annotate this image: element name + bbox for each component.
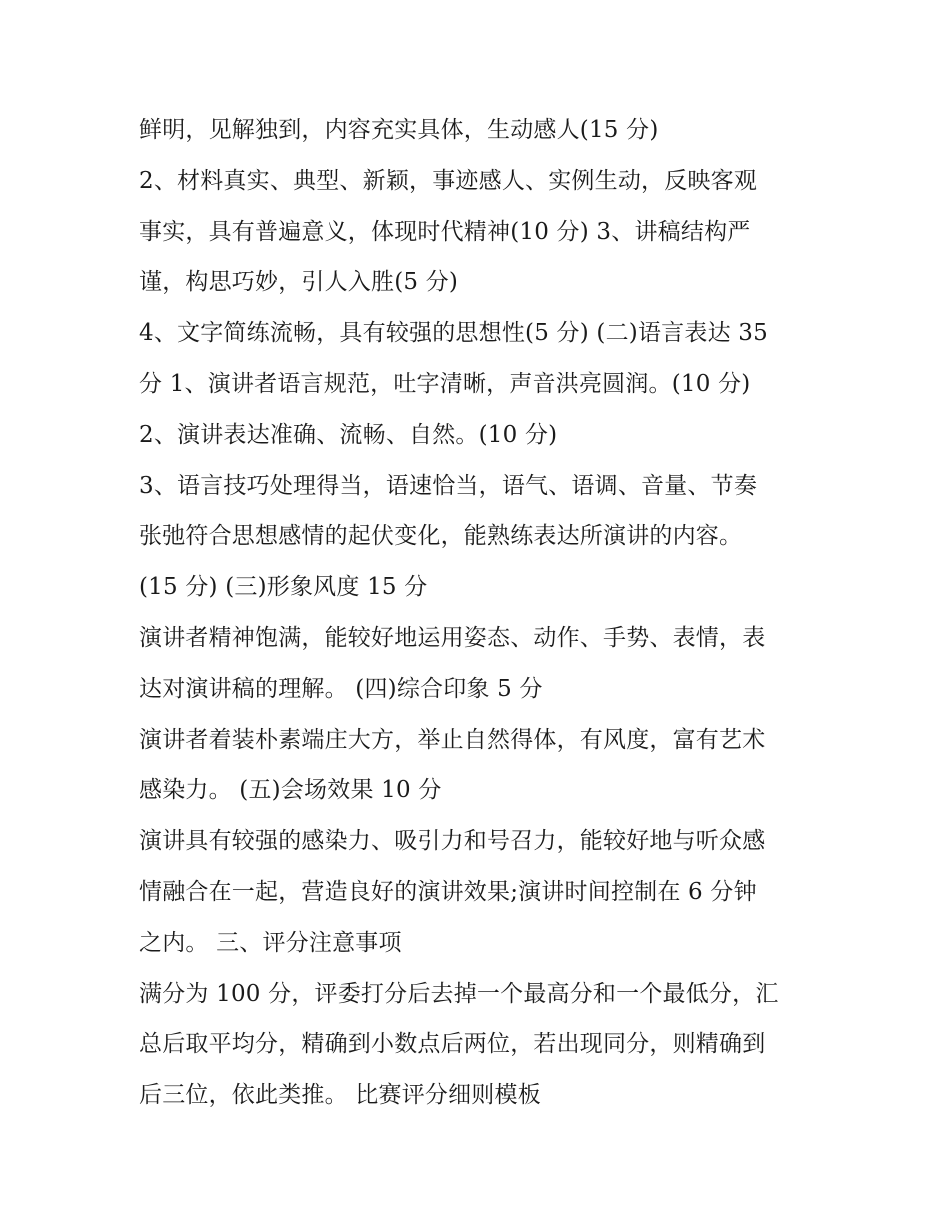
text-line: 之内。 三、评分注意事项 [139, 929, 402, 956]
document-body [139, 105, 829, 1121]
text-line: 达对演讲稿的理解。 (四)综合印象 5 分 [139, 675, 543, 702]
text-line: 鲜明，见解独到，内容充实具体，生动感人(15 分) [139, 117, 659, 143]
text-line: (15 分) (三)形象风度 15 分 [139, 574, 428, 601]
text-line: 谨，构思巧妙，引人入胜(5 分) [139, 269, 459, 296]
text-line: 分 1、演讲者语言规范，吐字清晰，声音洪亮圆润。(10 分) [139, 370, 751, 397]
text-line: 感染力。 (五)会场效果 10 分 [139, 777, 442, 804]
text-line: 演讲具有较强的感染力、吸引力和号召力，能较好地与听众感 [139, 828, 766, 855]
text-line: 2、演讲表达准确、流畅、自然。(10 分) [139, 421, 558, 448]
text-line: 3、语言技巧处理得当，语速恰当，语气、语调、音量、节奏 [139, 472, 758, 499]
text-line: 满分为 100 分，评委打分后去掉一个最高分和一个最低分，汇 [139, 980, 779, 1007]
text-line: 张弛符合思想感情的起伏变化，能熟练表达所演讲的内容。 [139, 523, 743, 550]
text-line: 事实，具有普遍意义，体现时代精神(10 分) 3、讲稿结构严 [139, 218, 751, 245]
text-line: 4、文字简练流畅，具有较强的思想性(5 分) (二)语言表达 35 [139, 320, 768, 347]
text-line: 2、材料真实、典型、新颖，事迹感人、实例生动，反映客观 [139, 167, 758, 194]
text-line: 总后取平均分，精确到小数点后两位，若出现同分，则精确到 [139, 1031, 766, 1058]
text-line: 演讲者着装朴素端庄大方，举止自然得体，有风度，富有艺术 [139, 726, 766, 753]
text-line: 情融合在一起，营造良好的演讲效果;演讲时间控制在 6 分钟 [139, 878, 757, 905]
text-line: 后三位，依此类推。 比赛评分细则模板 [139, 1082, 541, 1109]
text-line: 演讲者精神饱满，能较好地运用姿态、动作、手势、表情，表 [139, 624, 766, 651]
